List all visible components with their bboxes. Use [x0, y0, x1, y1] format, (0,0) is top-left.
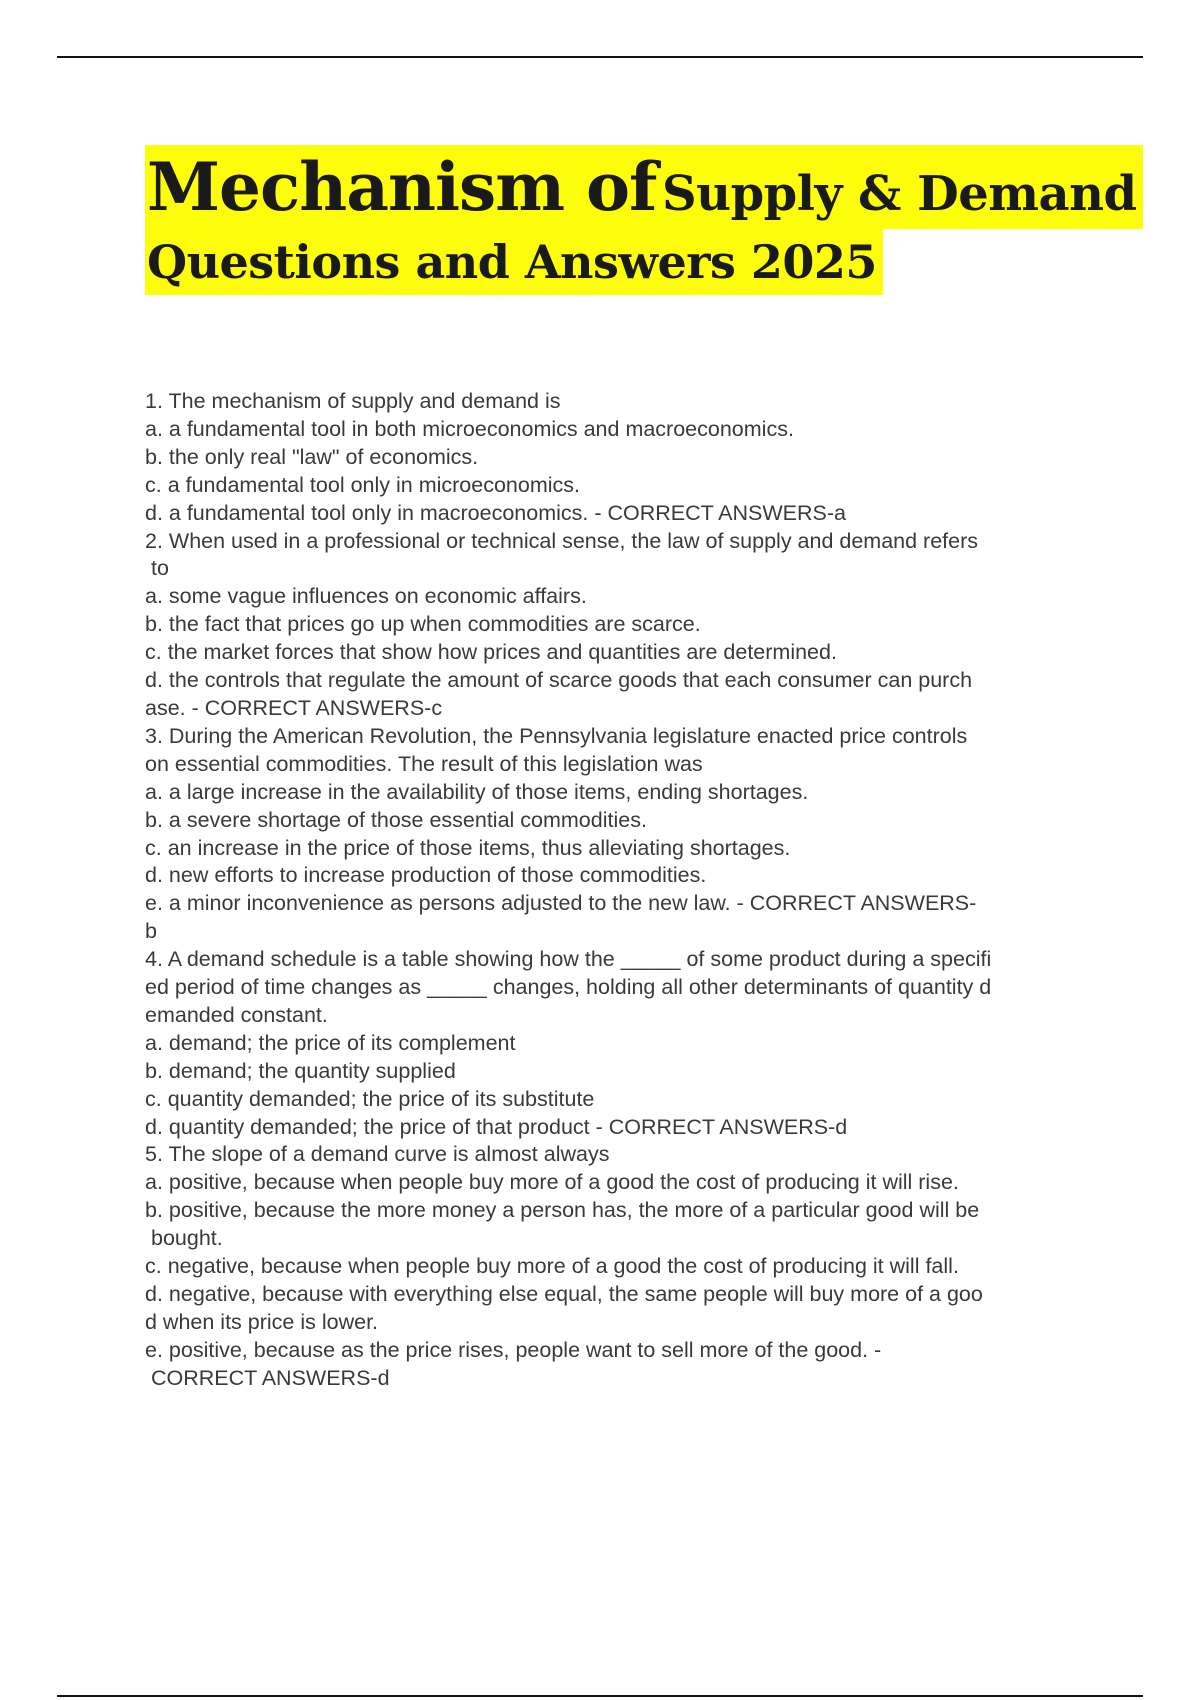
- text-line: c. the market forces that show how prices and quantities are determined.: [145, 640, 837, 665]
- text-line: 2. When used in a professional or technical sense, the law of supply and demand refers: [145, 528, 979, 553]
- title-line-2: [145, 229, 883, 295]
- text-line: ed period of time changes as _____ changes, holding all other determinants of quantity d: [145, 975, 992, 1000]
- text-line: b. the only real "law" of economics.: [145, 444, 479, 469]
- text-line: b. a severe shortage of those essential commodities.: [145, 807, 647, 832]
- text-line: d. negative, because with everything else equal, the same people will buy more of a goo: [145, 1282, 983, 1306]
- text-line: e. a minor inconvenience as persons adjusted to the new law. - CORRECT ANSWERS-: [145, 891, 977, 916]
- text-line: emanded constant.: [145, 1002, 328, 1027]
- text-line: a. demand; the price of its complement: [145, 1030, 516, 1055]
- text-line: 5. The slope of a demand curve is almost always: [145, 1142, 610, 1167]
- text-line: d. a fundamental tool only in macroeconomics. - CORRECT ANSWERS-a: [145, 500, 847, 525]
- text-line: b. positive, because the more money a person has, the more of a particular good will be: [145, 1198, 980, 1223]
- title-word-supply-demand: Supply & Demand: [662, 166, 1137, 222]
- bottom-rule: [57, 1695, 1143, 1697]
- questions-and-answers: [145, 388, 1095, 1393]
- text-line: CORRECT ANSWERS-d: [151, 1365, 390, 1390]
- text-line: d. new efforts to increase production of those commodities.: [145, 863, 707, 888]
- top-rule: [57, 56, 1143, 58]
- text-line: b. the fact that prices go up when commodities are scarce.: [145, 612, 701, 637]
- text-line: d when its price is lower.: [145, 1309, 379, 1334]
- text-line: to: [151, 556, 169, 581]
- text-line: a. positive, because when people buy more of a good the cost of producing it will rise.: [145, 1170, 959, 1195]
- title-subtitle: Questions and Answers 2025: [147, 235, 877, 289]
- document-title: [145, 145, 1143, 295]
- text-line: d. quantity demanded; the price of that product - CORRECT ANSWERS-d: [145, 1114, 848, 1139]
- text-line: e. positive, because as the price rises, people want to sell more of the good. -: [145, 1337, 882, 1362]
- text-line: 4. A demand schedule is a table showing how the _____ of some product during a specifi: [145, 947, 992, 972]
- text-line: 3. During the American Revolution, the Pennsylvania legislature enacted price controls: [145, 723, 968, 748]
- text-line: c. quantity demanded; the price of its substitute: [145, 1086, 595, 1111]
- text-line: a. some vague influences on economic affairs.: [145, 584, 587, 609]
- text-line: 1. The mechanism of supply and demand is: [145, 389, 561, 413]
- text-line: c. a fundamental tool only in microeconomics.: [145, 472, 580, 497]
- text-line: b: [145, 919, 157, 944]
- text-line: ase. - CORRECT ANSWERS-c: [145, 695, 443, 720]
- text-line: c. negative, because when people buy more of a good the cost of producing it will fall.: [145, 1254, 959, 1279]
- text-line: bought.: [151, 1226, 223, 1251]
- text-line: a. a fundamental tool in both microeconomics and macroeconomics.: [145, 416, 794, 441]
- text-line: b. demand; the quantity supplied: [145, 1058, 456, 1083]
- title-word-mechanism: Mechanism of: [147, 148, 657, 226]
- text-line: on essential commodities. The result of this legislation was: [145, 751, 703, 776]
- text-line: d. the controls that regulate the amount of scarce goods that each consumer can purch: [145, 668, 973, 693]
- title-line-1: [145, 145, 1143, 229]
- text-line: c. an increase in the price of those items, thus alleviating shortages.: [145, 835, 791, 860]
- text-line: a. a large increase in the availability of those items, ending shortages.: [145, 779, 809, 804]
